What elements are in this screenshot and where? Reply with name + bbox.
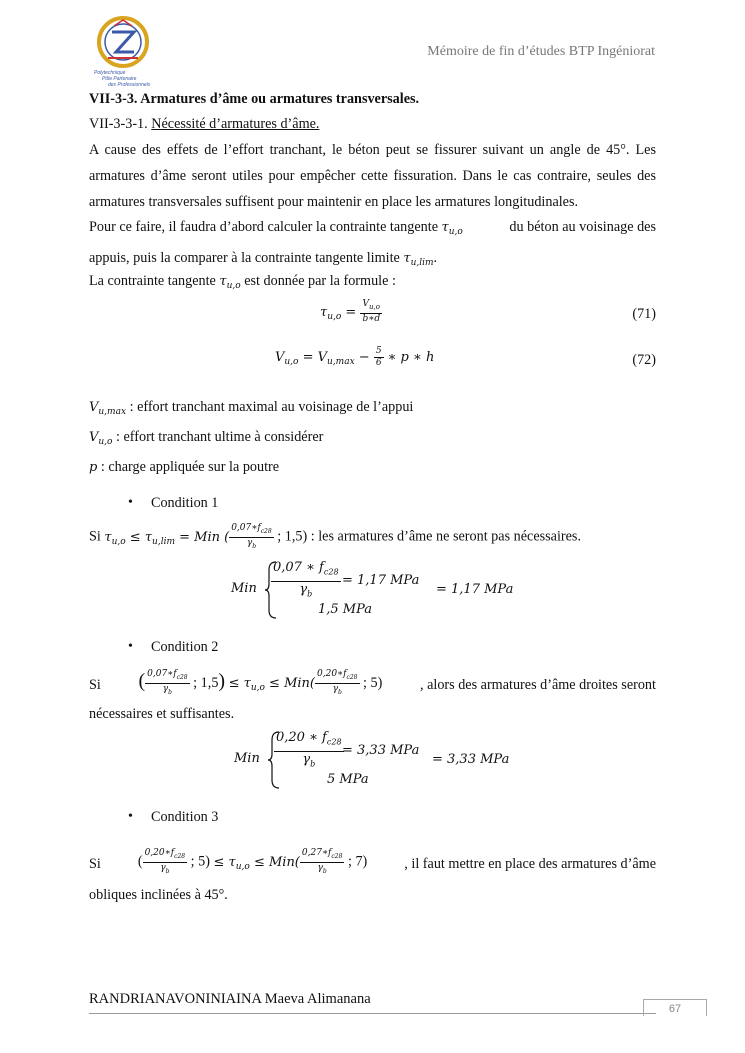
equation-72: $V_{u,o} = V_{u,max}$ − $\frac{5}{6}$ ∗ p ∗ h [275, 346, 435, 368]
page-number: 67 [643, 999, 707, 1016]
condition-2-statement: Si ( $\frac{0,07∗f_{c28}}{\gamma_b}$ ; $1,5) \le \tau_{u,o} \le Min$( $\frac{0,20∗f_{c28}}{\gamma_b}$ ; 5) , alors des armatures d’âme droites seront [89, 669, 656, 697]
condition-2-label: Condition 2 [151, 639, 219, 655]
footer-divider [89, 1013, 656, 1014]
subsection-title: VII-3-3-1. Nécessité d’armatures d’âme. [89, 116, 320, 132]
bullet-icon: • [128, 809, 133, 824]
footer-author: RANDRIANAVONINIAINA Maeva Alimanana [89, 991, 371, 1007]
condition-2-system: Min $\frac{0,20 ∗ f_{c28}}{\gamma_b}$ = 3,33 MPa 5 MPa = 3,33 MPa [234, 730, 534, 792]
equation-71: $\tau_{u,o}$ = $\frac{V_{u,o}}{b∗d}$ [320, 299, 381, 324]
paragraph-2: Pour ce faire, il faudra d’abord calculer la contrainte tangente $\tau_{u,o}$ du béton au voisinage des appuis, puis la comparer à la contrainte tangente limite $\tau_{u,lim}$. [89, 219, 656, 268]
equation-number-71: (71) [632, 306, 656, 322]
condition-1-statement: Si $\tau_{u,o} \le \tau_{u,lim}$ = Min ( $\frac{0,07∗f_{c28}}{\gamma_b}$ ; 1,5) : les armatures d’âme ne seront pas nécessaires. [89, 523, 581, 550]
condition-1-system: Min $\frac{0,07 ∗ f_{c28}}{\gamma_b}$ = 1,17 MPa 1,5 MPa = 1,17 MPa [231, 560, 531, 622]
condition-3-statement-cont: obliques inclinées à 45°. [89, 887, 228, 903]
bullet-icon: • [128, 495, 133, 510]
definition-vumax: $V_{u,max}$ : effort tranchant maximal au voisinage de l’appui [89, 399, 414, 417]
condition-2-statement-cont: nécessaires et suffisantes. [89, 706, 235, 722]
page-header: Mémoire de fin d’études BTP Ingéniorat [427, 44, 655, 59]
condition-1-label: Condition 1 [151, 495, 219, 511]
condition-3-statement: Si ( $\frac{0,20∗f_{c28}}{\gamma_b}$ ; $5) \le \tau_{u,o} \le Min$( $\frac{0,27∗f_{c28}}{\gamma_b}$ ; 7) , il faut mettre en place des armatures d’âme [89, 848, 656, 875]
equation-number-72: (72) [632, 352, 656, 368]
definition-p: p : charge appliquée sur la poutre [89, 459, 280, 475]
paragraph-3: La contrainte tangente $\tau_{u,o}$ est donnée par la formule : [89, 273, 396, 291]
logo-caption: Polytechnique Pôle Partenaire des Professionnels [94, 70, 151, 88]
condition-3-label: Condition 3 [151, 809, 219, 825]
paragraph-1: A cause des effets de l’effort tranchant, le béton peut se fissurer suivant un angle de 45°. Les armatures d’âme seront utiles pour empêcher cette fissuration. Dans le cas contraire, seules des armatures transversales suffisent pour maintenir en place les armatures longitudinales. [89, 142, 656, 210]
bullet-icon: • [128, 639, 133, 654]
section-title: VII-3-3. Armatures d’âme ou armatures transversales. [89, 91, 420, 107]
definition-vuo: $V_{u,o}$ : effort tranchant ultime à considérer [89, 429, 324, 447]
